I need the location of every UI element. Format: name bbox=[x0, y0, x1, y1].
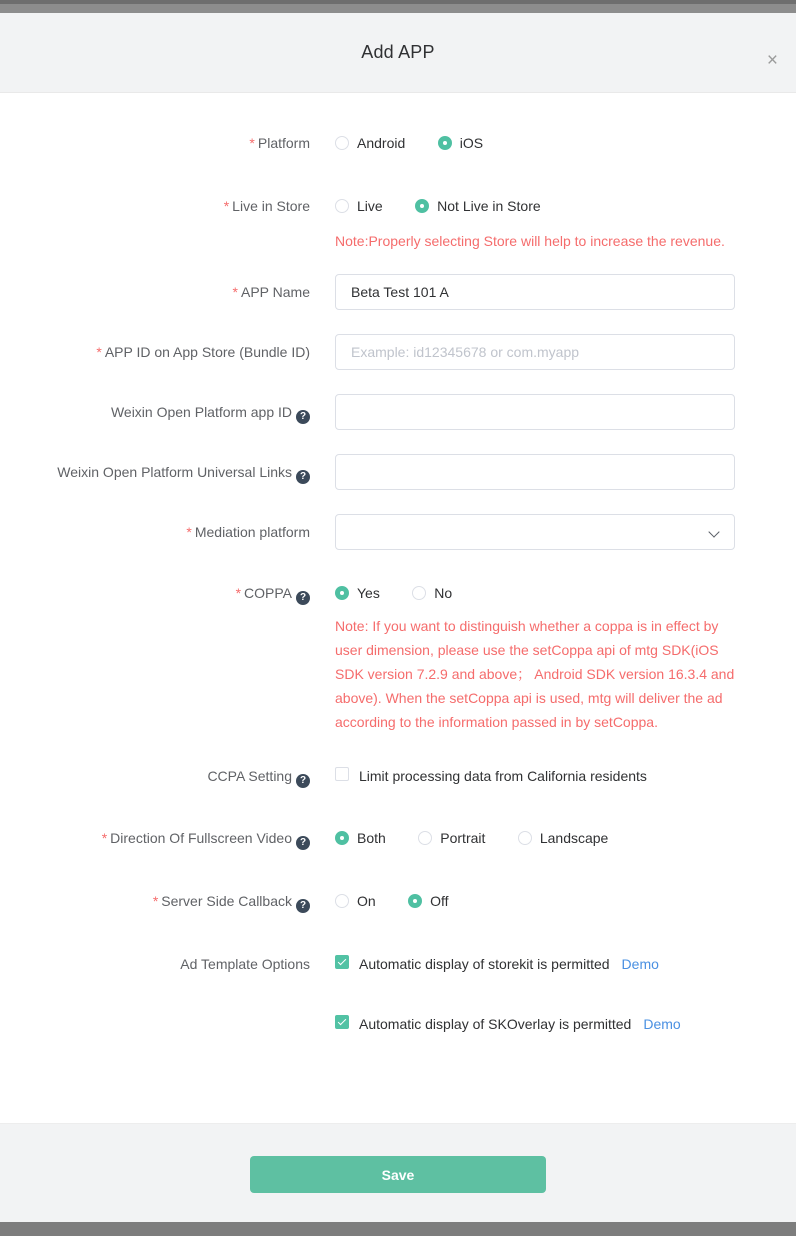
live-in-store-note: Note:Properly selecting Store will help to increase the revenue. bbox=[335, 233, 725, 249]
storekit-demo-link[interactable]: Demo bbox=[621, 956, 659, 972]
modal-footer bbox=[0, 1123, 796, 1222]
mediation-platform-label: * Mediation platform bbox=[186, 524, 310, 540]
mediation-platform-select[interactable] bbox=[335, 514, 735, 550]
app-name-label: * APP Name bbox=[232, 284, 310, 300]
mediation-platform-row bbox=[0, 514, 796, 550]
radio-portrait[interactable]: Portrait bbox=[418, 828, 485, 848]
radio-checked-icon[interactable] bbox=[335, 586, 349, 600]
required-marker: * bbox=[101, 830, 108, 846]
save-button[interactable]: Save bbox=[250, 1156, 546, 1193]
modal-header bbox=[0, 13, 796, 93]
storekit-checkbox-label: Automatic display of storekit is permitted bbox=[359, 956, 610, 972]
radio-live[interactable]: Live bbox=[335, 196, 383, 216]
app-id-input[interactable] bbox=[335, 334, 735, 370]
backdrop-bottom bbox=[0, 1222, 796, 1236]
ccpa-checkbox-label: Limit processing data from California residents bbox=[359, 768, 647, 784]
checkbox-checked-icon[interactable] bbox=[335, 1015, 349, 1029]
radio-off[interactable]: Off bbox=[408, 891, 448, 911]
platform-label: * Platform bbox=[249, 135, 310, 151]
help-icon[interactable]: ? bbox=[296, 899, 310, 913]
close-icon[interactable]: × bbox=[766, 50, 778, 71]
app-id-label: * APP ID on App Store (Bundle ID) bbox=[96, 344, 310, 360]
storekit-checkbox-row[interactable] bbox=[335, 954, 735, 974]
weixin-app-id-label: Weixin Open Platform app ID ? bbox=[0, 394, 335, 430]
coppa-row bbox=[0, 583, 796, 734]
ccpa-checkbox-row[interactable] bbox=[335, 766, 735, 786]
radio-icon[interactable] bbox=[335, 136, 349, 150]
radio-checked-icon[interactable] bbox=[438, 136, 452, 150]
radio-icon[interactable] bbox=[518, 831, 532, 845]
radio-icon[interactable] bbox=[418, 831, 432, 845]
platform-row bbox=[0, 133, 796, 156]
radio-coppa-yes[interactable]: Yes bbox=[335, 583, 380, 603]
radio-android[interactable]: Android bbox=[335, 133, 405, 153]
server-callback-options bbox=[335, 891, 735, 914]
app-name-input[interactable] bbox=[335, 274, 735, 310]
help-icon[interactable]: ? bbox=[296, 836, 310, 850]
radio-on[interactable]: On bbox=[335, 891, 376, 911]
radio-both[interactable]: Both bbox=[335, 828, 386, 848]
platform-options bbox=[335, 133, 735, 156]
weixin-universal-links-label: Weixin Open Platform Universal Links ? bbox=[0, 454, 335, 490]
radio-coppa-no[interactable]: No bbox=[412, 583, 452, 603]
required-marker: * bbox=[96, 344, 102, 360]
live-in-store-label: * Live in Store bbox=[223, 198, 310, 214]
skoverlay-checkbox-label: Automatic display of SKOverlay is permitted bbox=[359, 1016, 632, 1032]
direction-label: * Direction Of Fullscreen Video ? bbox=[0, 828, 335, 850]
help-icon[interactable]: ? bbox=[296, 774, 310, 788]
ccpa-label: CCPA Setting ? bbox=[0, 766, 335, 788]
modal-title: Add APP bbox=[361, 42, 435, 62]
required-marker: * bbox=[249, 135, 255, 151]
skoverlay-demo-link[interactable]: Demo bbox=[643, 1016, 681, 1032]
ad-template-row bbox=[0, 954, 796, 1034]
help-icon[interactable]: ? bbox=[296, 470, 310, 484]
coppa-label: * COPPA ? bbox=[0, 583, 335, 605]
weixin-universal-links-row bbox=[0, 454, 796, 490]
backdrop-top bbox=[0, 4, 796, 13]
coppa-note: Note: If you want to distinguish whether a coppa is in effect by user dimension, please use the setCoppa api of mtg SDK(iOS SDK version 7.2.9 and above； Android SDK version 16.3.4 and above). When the setCoppa api is used, mtg will deliver the ad according to the information passed in by setCoppa. bbox=[335, 618, 735, 730]
app-name-row bbox=[0, 274, 796, 310]
live-in-store-options bbox=[335, 196, 735, 253]
checkbox-icon[interactable] bbox=[335, 767, 349, 781]
ad-template-label: Ad Template Options bbox=[180, 956, 310, 972]
radio-checked-icon[interactable] bbox=[335, 831, 349, 845]
skoverlay-checkbox-row[interactable] bbox=[335, 1014, 735, 1034]
weixin-universal-links-input[interactable] bbox=[335, 454, 735, 490]
radio-ios[interactable]: iOS bbox=[438, 133, 483, 153]
radio-not-live[interactable]: Not Live in Store bbox=[415, 196, 541, 216]
server-callback-label: * Server Side Callback ? bbox=[0, 891, 335, 913]
radio-checked-icon[interactable] bbox=[415, 199, 429, 213]
required-marker: * bbox=[232, 284, 238, 300]
help-icon[interactable]: ? bbox=[296, 591, 310, 605]
help-icon[interactable]: ? bbox=[296, 410, 310, 424]
required-marker: * bbox=[223, 198, 230, 214]
live-in-store-row bbox=[0, 196, 796, 253]
direction-row bbox=[0, 828, 796, 851]
radio-landscape[interactable]: Landscape bbox=[518, 828, 609, 848]
ad-template-options bbox=[335, 954, 735, 1034]
radio-checked-icon[interactable] bbox=[408, 894, 422, 908]
ccpa-row bbox=[0, 766, 796, 788]
required-marker: * bbox=[186, 524, 192, 540]
radio-icon[interactable] bbox=[412, 586, 426, 600]
required-marker: * bbox=[235, 585, 242, 601]
coppa-options bbox=[335, 583, 735, 734]
radio-icon[interactable] bbox=[335, 199, 349, 213]
app-id-row bbox=[0, 334, 796, 370]
radio-icon[interactable] bbox=[335, 894, 349, 908]
weixin-app-id-row bbox=[0, 394, 796, 430]
modal-body bbox=[0, 93, 796, 1123]
checkbox-checked-icon[interactable] bbox=[335, 955, 349, 969]
weixin-app-id-input[interactable] bbox=[335, 394, 735, 430]
chevron-down-icon bbox=[708, 526, 719, 537]
direction-options bbox=[335, 828, 735, 851]
server-callback-row bbox=[0, 891, 796, 914]
required-marker: * bbox=[152, 893, 159, 909]
